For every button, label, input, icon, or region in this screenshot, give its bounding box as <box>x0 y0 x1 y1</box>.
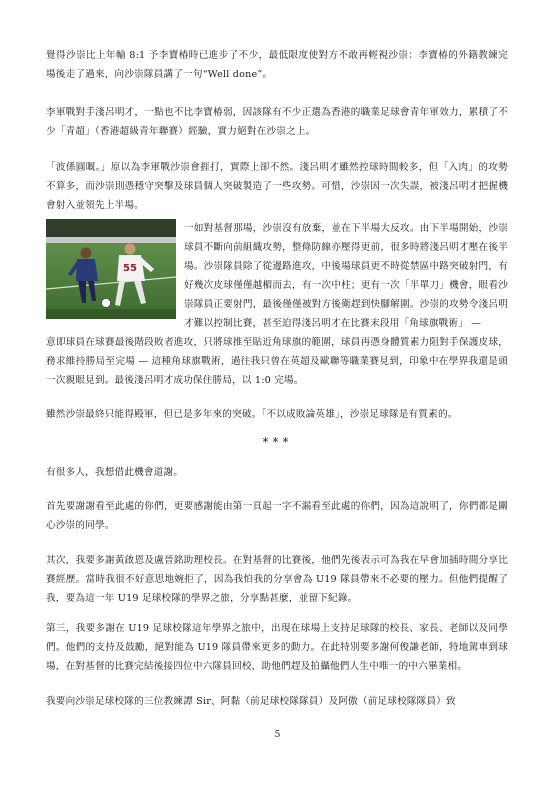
paragraph-5: 雖然沙崇最終只能得殿軍，但已是多年來的突破。「不以成敗論英雄」，沙崇足球隊是有質素的。 <box>46 409 458 420</box>
paragraph-9: 第三，我要多謝在 U19 足球校隊這年學界之旅中，出現在球場上支持足球隊的校長、家長、老師以及同學們。他們的支持及鼓勵，絕對能為 U19 隊員帶來更多的動力。在此特別要多謝何俊謙老師，特地駕車到球場，在對基督的比賽完結後接四位中六隊員回校，助他們趕及拍攝他們人生中唯一的中六畢業相。 <box>46 623 508 672</box>
paragraph-4-continued: 意即球員在球賽最後階段敗者進攻，只將球推至貼近角球旗的範圍，球員再憑身體質素力阻對手保護皮球，務求維持勝局至完場 — 這種角球旗戰術，過往我只曾在英超及歐聯等職業賽見到，印象中在學界我還是頭一次親眼見到。最後淺呂明才成功保住勝局，以 1:0 完場。 <box>46 337 508 386</box>
paragraph-1: 覺得沙崇比上年輸 8:1 予李寶椿時已進步了不少，最低限度使對方不敢再輕視沙崇：李寶椿的外籍教練完場後走了過來，向沙崇隊員講了一句“Well done”。 <box>46 50 508 80</box>
match-photo <box>46 219 176 319</box>
football-photo-illustration <box>46 219 176 319</box>
paragraph-10: 我要向沙崇足球校隊的三位教練譚 Sir、阿黏（前足球校隊隊員）及阿傲（前足球校隊隊員）致 <box>46 696 456 707</box>
paragraph-7: 首先要謝謝看至此處的你們，更要感謝能由第一頁起一字不漏看至此處的你們，因為這說明了，你們都是關心沙崇的同學。 <box>46 501 508 531</box>
page-number: 5 <box>274 730 281 740</box>
paragraph-2: 李軍戰對手淺呂明才，一點也不比李寶椿弱，因該隊有不少正選為香港的職業足球會青年軍效力，累積了不少「青超」（香港超級青年聯賽）經驗，實力絕對在沙崇之上。 <box>46 107 508 137</box>
paragraph-6: 有很多人，我想借此機會道謝。 <box>46 467 184 478</box>
jersey-number: 55 <box>123 263 137 274</box>
paragraph-8: 其次，我要多謝黃啟恩及盧晉銘助理校長。在對基督的比賽後，他們先後表示可為我在早會加插時間分享比賽經歷。當時我很不好意思地婉拒了，因為我怕我的分享會為 U19 隊員帶來不必要的壓力。但他們提醒了我，要為這一年 U19 足球校隊的學界之旅，分享點甚麼，並留下紀錄。 <box>46 555 508 604</box>
section-separator: *** <box>262 435 293 449</box>
paragraph-3: 「波係圓嘅。」原以為李軍戰沙崇會捱打，實際上卻不然。淺呂明才雖然控球時間較多，但「入肉」的攻勢不算多，而沙崇則憑穩守突擊及球員個人突破製造了一些攻勢。可惜，沙崇因一次失誤，被淺呂明才把握機會射入並領先上半場。 <box>46 162 508 211</box>
paragraph-4-beside-photo: 一如對基督那場，沙崇沒有放棄，並在下半場大反攻。由下半場開始，沙崇球員不斷向前組織攻勢，整條防線亦壓得更前，很多時將淺呂明才壓在後半場。沙崇隊員除了從邊路進攻，中後場球員更不時從禁區中路突破射門，有好幾次皮球僅僅越楣而去，有一次中柱；更有一次「半單刀」機會，眼看沙崇隊員正要射門，最後僅僅被對方後衛趕到快腳解圍。沙崇的攻勢令淺呂明才難以控制比賽，甚至迫得淺呂明才在比賽末段用「角球旗戰術」 — <box>184 223 508 329</box>
